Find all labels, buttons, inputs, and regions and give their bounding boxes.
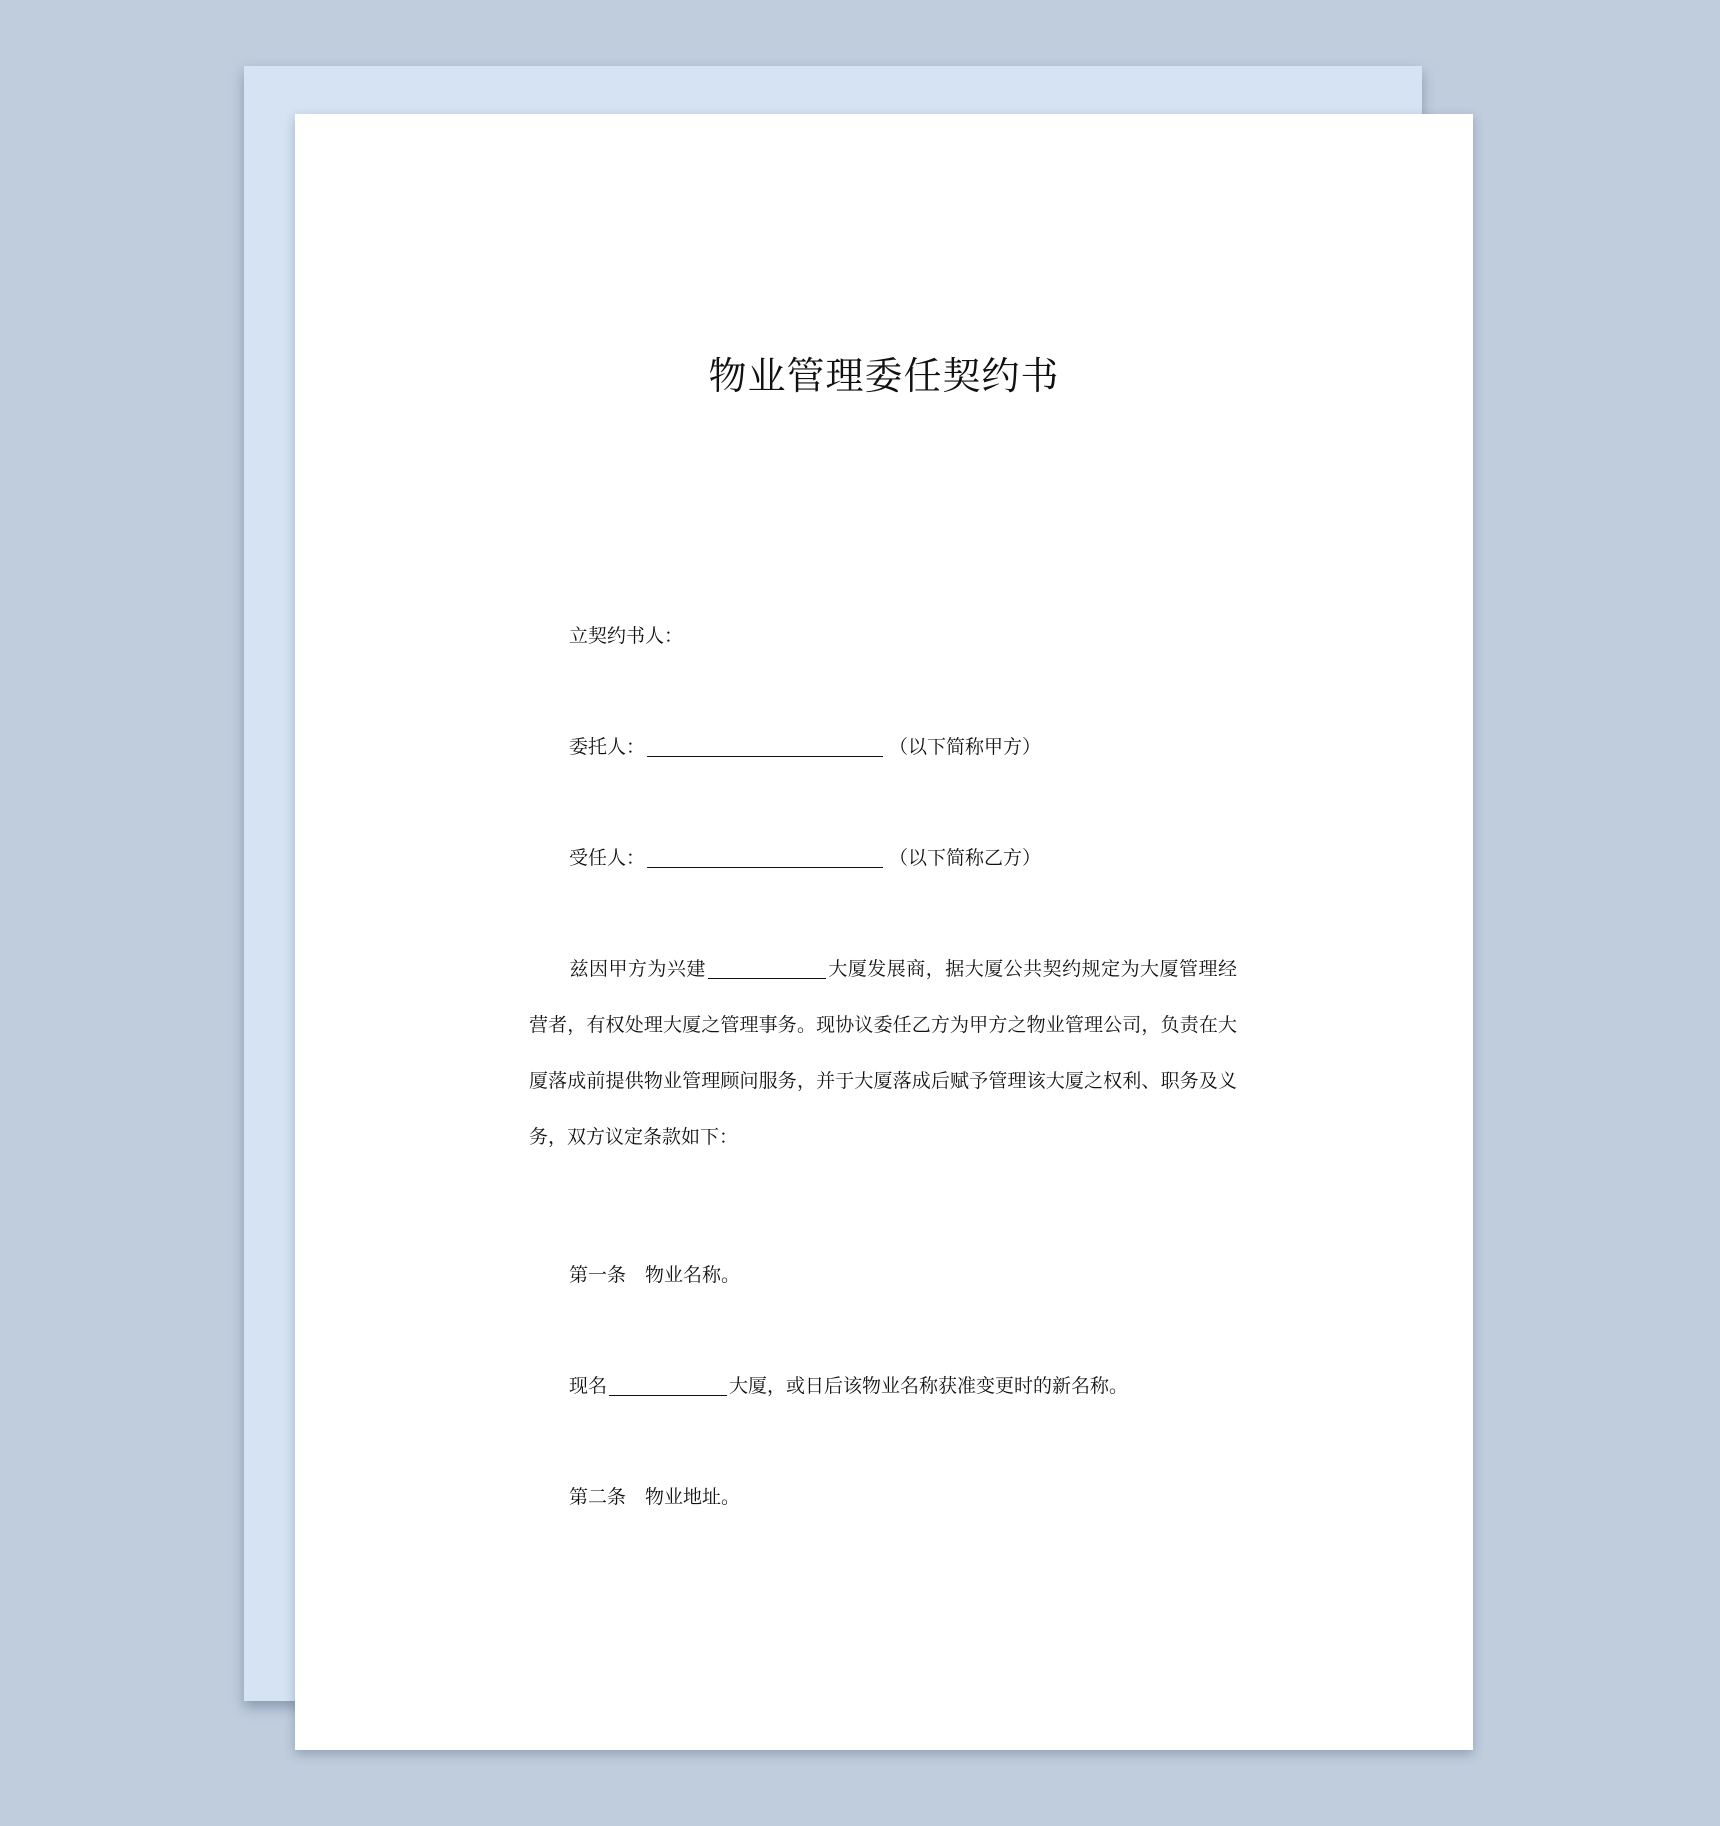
document-title: 物业管理委任契约书 [708,354,1060,398]
signatory-line [529,608,1237,664]
article1-text-start: 现名 [569,1375,608,1397]
preamble-text-rest: 大厦发展商，据大厦公共契约规定为大厦管理经营者，有权处理大厦之管理事务。现协议委任乙方为甲方之物业管理公司，负责在大厦落成前提供物业管理顾问服务，并于大厦落成后赋予管理该大厦之权利、职务及义务，双方议定条款如下： [529,958,1237,1148]
principal-note: （以下简称甲方） [889,736,1042,758]
agent-line [529,830,1237,886]
current-name-blank[interactable] [609,1373,727,1396]
agent-blank[interactable] [647,845,883,868]
article2-heading [529,1469,1237,1525]
article2-heading-text: 第二条 物业地址。 [569,1486,741,1508]
principal-label: 委托人： [569,736,646,758]
building-name-blank[interactable] [708,956,826,979]
article1-body [529,1358,1237,1414]
principal-blank[interactable] [647,734,883,757]
principal-line [529,719,1237,775]
article1-heading-text: 第一条 物业名称。 [569,1264,741,1286]
agent-note: （以下简称乙方） [889,847,1042,869]
signatory-label: 立契约书人： [569,625,684,647]
agent-label: 受任人： [569,847,646,869]
article1-heading [529,1247,1237,1303]
document-page [295,114,1473,1750]
preamble-paragraph [529,941,1237,1165]
article1-text-rest: 大厦，或日后该物业名称获准变更时的新名称。 [729,1375,1129,1397]
preamble-text-start: 兹因甲方为兴建 [569,958,706,980]
